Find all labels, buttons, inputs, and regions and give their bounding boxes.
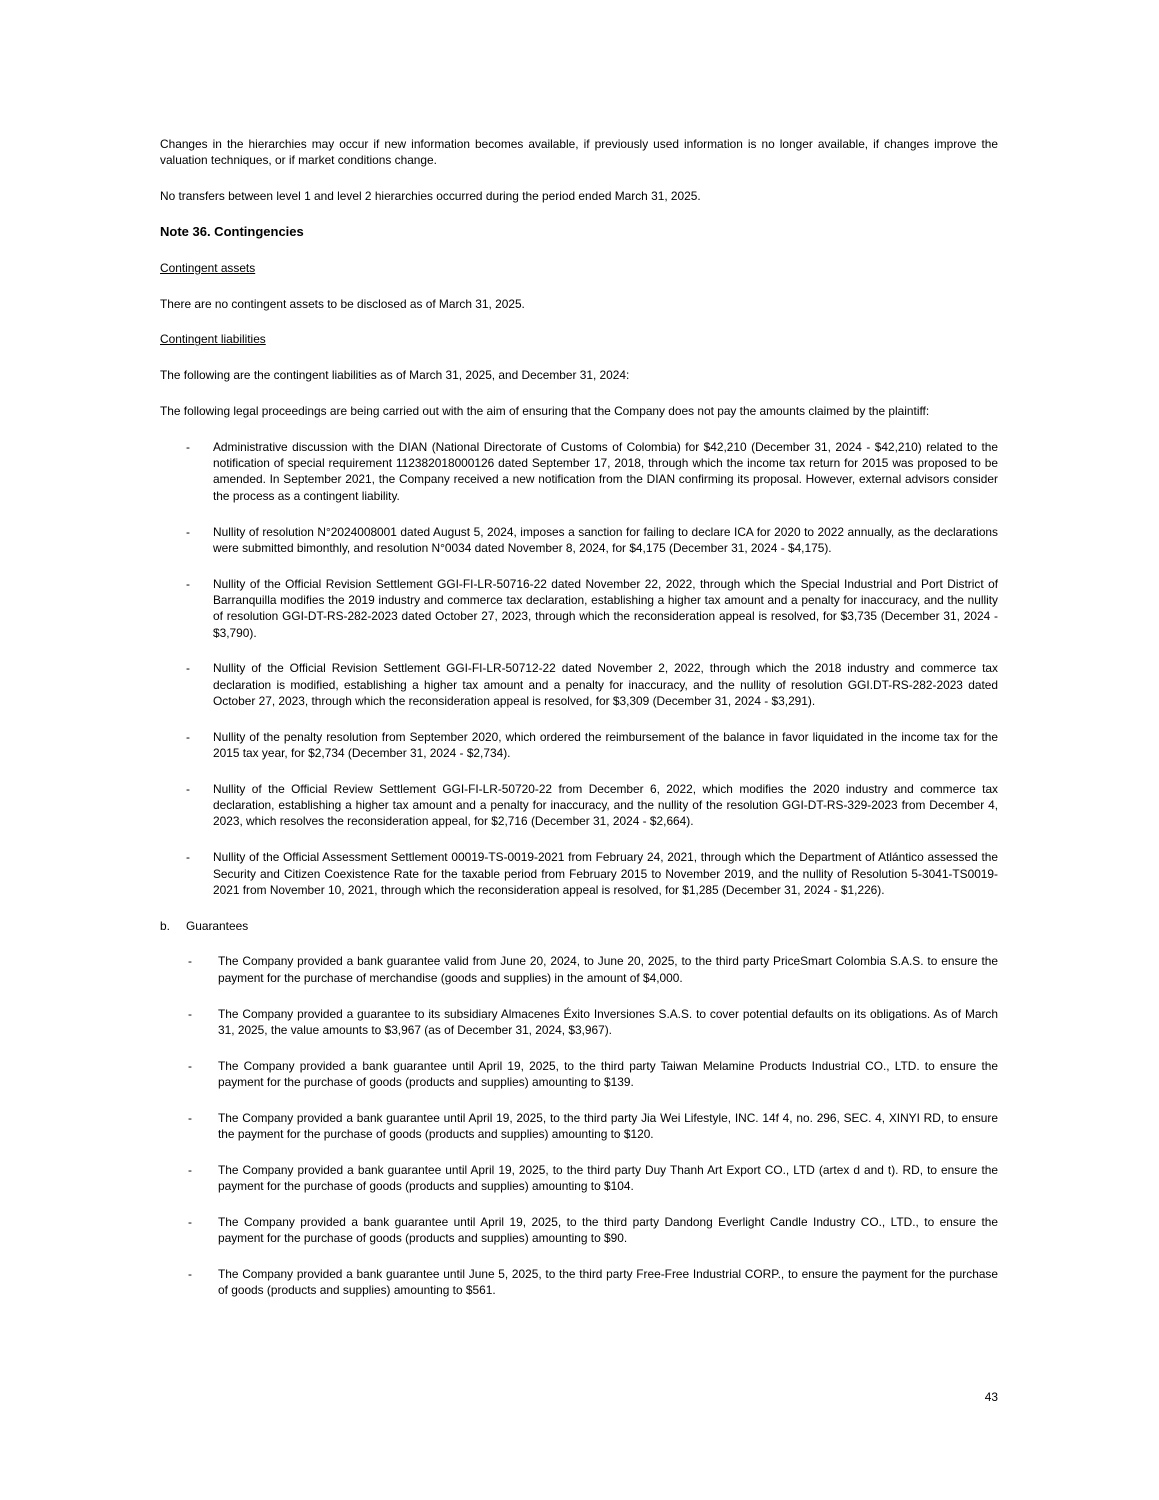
intro-paragraph-1: Changes in the hierarchies may occur if new information becomes available, if previously used information is no longer available, if changes improve the valuation techniques, or if market conditions change. — [160, 137, 998, 168]
contingent-assets-body: There are no contingent assets to be disclosed as of March 31, 2025. — [160, 296, 525, 311]
guarantee-text-1: The Company provided a bank guarantee valid from June 20, 2024, to June 20, 2025, to the third party PriceSmart Colombia S.A.S. to ensure the payment for the purchase of merchandise (goods and supplies) in the amount of $4,000. — [218, 954, 998, 985]
contingent-liability-item-4 — [160, 660, 998, 709]
contingent-liability-item-2 — [160, 524, 998, 557]
guarantees-title: Guarantees — [186, 918, 249, 933]
dash-bullet: - — [188, 1058, 192, 1073]
guarantee-text-2: The Company provided a guarantee to its subsidiary Almacenes Éxito Inversiones S.A.S. to cover potential defaults on its obligations. As of March 31, 2025, the value amounts to $3,967 (as of December 31, 2024, $3,967). — [218, 1006, 998, 1037]
guarantee-text-5: The Company provided a bank guarantee until April 19, 2025, to the third party Duy Thanh Art Export CO., LTD (artex d and t). RD, to ensure the payment for the purchase of goods (products and supplies) amounting to $104. — [218, 1162, 998, 1194]
guarantees-label: b. — [160, 918, 170, 933]
guarantee-item-7 — [160, 1266, 998, 1299]
dash-bullet: - — [188, 1006, 192, 1021]
contingent-liability-text-1: Administrative discussion with the DIAN (National Directorate of Customs of Colombia) for $42,210 (December 31, 2024 - $42,210) related to the notification of special requirement 112382018000126 dated September 17, 2018, through which the income tax return for 2015 was proposed to be amended. In September 2021, the Company received a new notification from the DIAN confirming its proposal. However, external advisors consider the process as a contingent liability. — [213, 439, 998, 503]
guarantees-heading — [160, 918, 998, 934]
contingent-assets-heading: Contingent assets — [160, 260, 256, 275]
contingent-liability-text-3: Nullity of the Official Revision Settlement GGI-FI-LR-50716-22 dated November 22, 2022, through which the Special Industrial and Port District of Barranquilla modifies the 2019 industry and commerce tax declaration, establishing a higher tax amount and a penalty for inaccuracy, and the nullity of resolution GGI-DT-RS-282-2023 dated October 27, 2023, through which the reconsideration appeal is resolved, for $3,735 (December 31, 2024 - $3,790). — [213, 576, 998, 640]
contingent-liability-item-6 — [160, 781, 998, 830]
guarantee-text-3: The Company provided a bank guarantee until April 19, 2025, to the third party Taiwan Melamine Products Industrial CO., LTD. to ensure the payment for the purchase of goods (products and supplies) amounting to $139. — [218, 1058, 998, 1089]
guarantee-text-6: The Company provided a bank guarantee until April 19, 2025, to the third party Dandong Everlight Candle Industry CO., LTD., to ensure the payment for the purchase of goods (products and supplies) amounting to $90. — [218, 1214, 998, 1246]
contingent-liability-item-1 — [160, 439, 998, 504]
guarantee-item-5 — [160, 1162, 998, 1195]
contingent-liability-text-6: Nullity of the Official Review Settlement GGI-FI-LR-50720-22 from December 6, 2022, which modifies the 2020 industry and commerce tax declaration, establishing a higher tax amount and a penalty for inaccuracy, and the nullity of the resolution GGI-DT-RS-329-2023 from December 4, 2023, which resolves the reconsideration appeal, for $2,716 (December 31, 2024 - $2,664). — [213, 781, 998, 829]
guarantee-text-4: The Company provided a bank guarantee until April 19, 2025, to the third party Jia Wei Lifestyle, INC. 14f 4, no. 296, SEC. 4, XINYI RD, to ensure the payment for the purchase of goods (products and supplies) amounting to $120. — [218, 1110, 998, 1141]
contingent-liabilities-intro-2: The following legal proceedings are being carried out with the aim of ensuring that the Company does not pay the amounts claimed by the plaintiff: — [160, 404, 930, 419]
contingent-liabilities-intro-1: The following are the contingent liabilities as of March 31, 2025, and December 31, 2024: — [160, 368, 630, 383]
dash-bullet: - — [186, 781, 190, 796]
dash-bullet: - — [188, 954, 192, 969]
page-number: 43 — [984, 1390, 998, 1404]
contingent-liability-text-7: Nullity of the Official Assessment Settlement 00019-TS-0019-2021 from February 24, 2021, through which the Department of Atlántico assessed the Security and Citizen Coexistence Rate for the taxable period from February 2015 to November 2019, and the nullity of Resolution 5-3041-TS0019-2021 from November 10, 2021, through which the reconsideration appeal is resolved, for $1,285 (December 31, 2024 - $1,226). — [213, 850, 998, 897]
guarantee-item-2 — [160, 1006, 998, 1039]
dash-bullet: - — [188, 1162, 192, 1177]
dash-bullet: - — [186, 850, 190, 865]
intro-paragraph-2: No transfers between level 1 and level 2 hierarchies occurred during the period ended March 31, 2025. — [160, 189, 701, 204]
note-36-heading: Note 36. Contingencies — [160, 223, 304, 239]
guarantee-text-7: The Company provided a bank guarantee until June 5, 2025, to the third party Free-Free Industrial CORP., to ensure the payment for the purchase of goods (products and supplies) amounting to $561. — [218, 1266, 998, 1298]
contingent-liabilities-heading: Contingent liabilities — [160, 332, 266, 347]
guarantee-item-3 — [160, 1058, 998, 1091]
dash-bullet: - — [186, 661, 190, 676]
dash-bullet: - — [188, 1110, 192, 1125]
page-content — [160, 136, 998, 1318]
dash-bullet: - — [188, 1214, 192, 1229]
contingent-liability-item-5 — [160, 729, 998, 762]
contingent-liability-text-5: Nullity of the penalty resolution from September 2020, which ordered the reimbursement of the balance in favor liquidated in the income tax for the 2015 tax year, for $2,734 (December 31, 2024 - $2,734). — [213, 729, 998, 761]
dash-bullet: - — [186, 576, 190, 591]
guarantee-item-1 — [160, 953, 998, 986]
contingent-liability-text-2: Nullity of resolution N°2024008001 dated August 5, 2024, imposes a sanction for failing to declare ICA for 2020 to 2022 annually, as the declarations were submitted bimonthly, and resolution N°0034 dated November 8, 2024, for $4,175 (December 31, 2024 - $4,175). — [213, 524, 998, 555]
contingent-liability-item-3 — [160, 576, 998, 641]
contingent-liability-item-7 — [160, 849, 998, 898]
dash-bullet: - — [186, 439, 190, 454]
dash-bullet: - — [186, 729, 190, 744]
dash-bullet: - — [188, 1266, 192, 1281]
guarantee-item-4 — [160, 1110, 998, 1143]
dash-bullet: - — [186, 524, 190, 539]
guarantee-item-6 — [160, 1214, 998, 1247]
contingent-liability-text-4: Nullity of the Official Revision Settlement GGI-FI-LR-50712-22 dated November 2, 2022, through which the 2018 industry and commerce tax declaration is modified, establishing a higher tax amount and a penalty for inaccuracy, and the nullity of resolution GGI.DT-RS-282-2023 dated October 27, 2023, through which the reconsideration appeal is resolved, for $3,309 (December 31, 2024 - $3,291). — [213, 661, 998, 708]
